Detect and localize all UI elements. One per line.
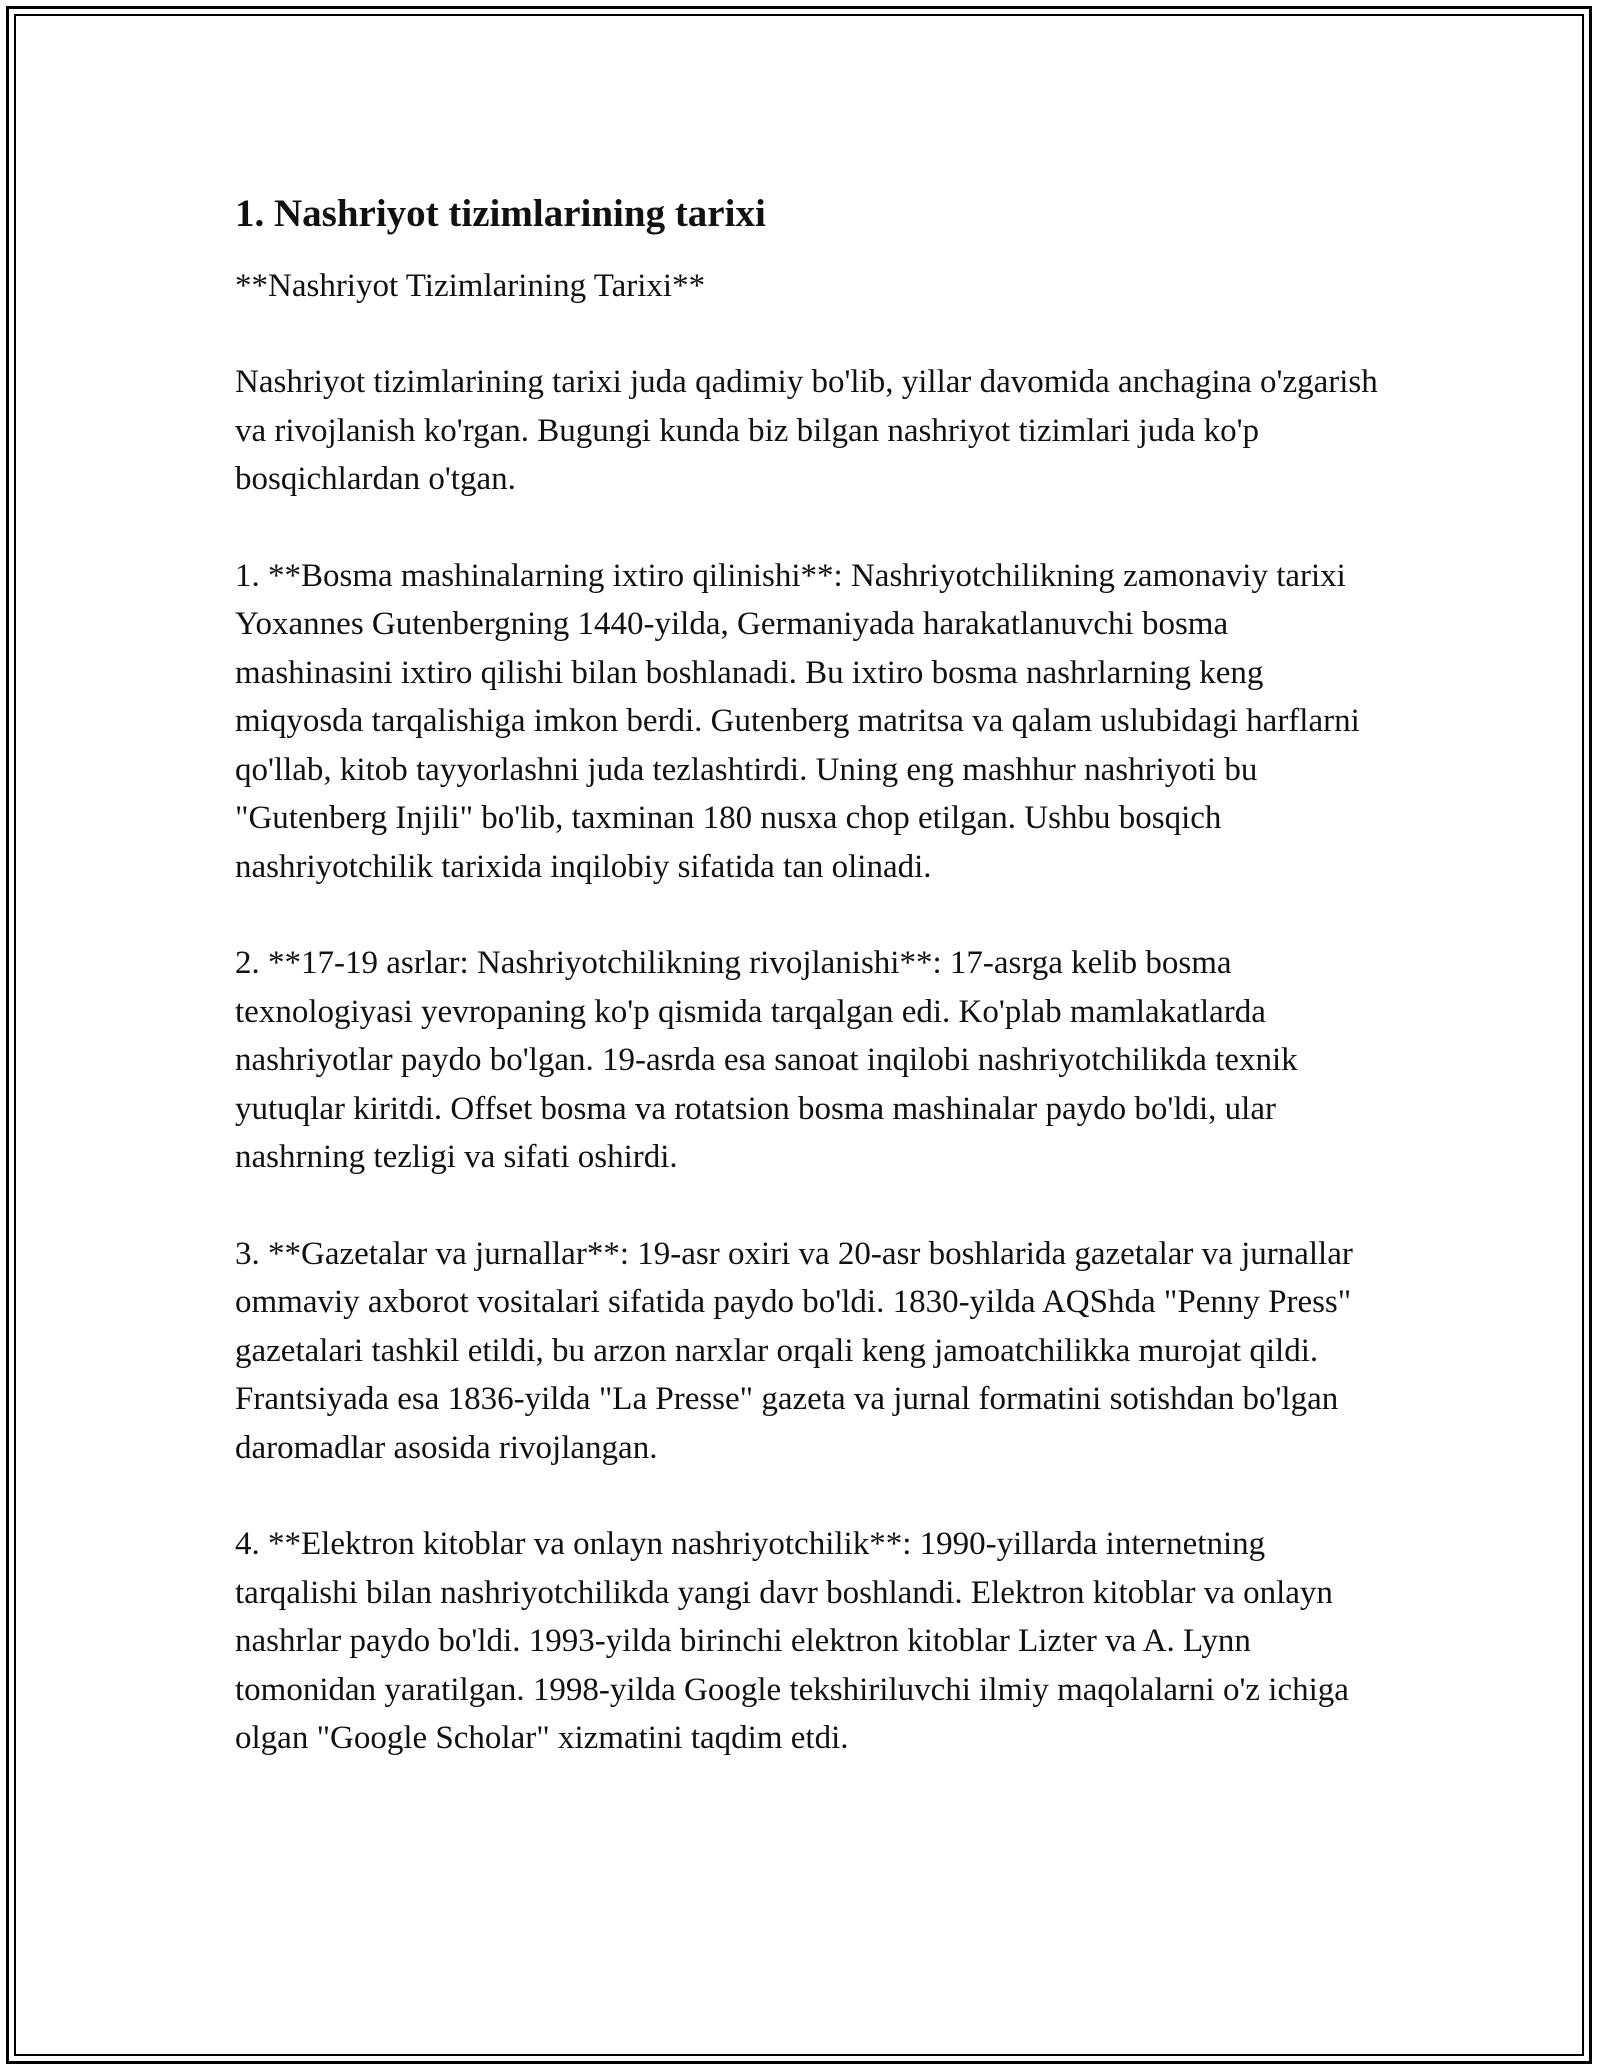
paragraph-printing-press: 1. **Bosma mashinalarning ixtiro qilinishi**: Nashriyotchilikning zamonaviy tarixi Yoxannes Gutenbergning 1440-yilda, Germaniyada harakatlanuvchi bosma mashinasini ixtiro qilishi bilan boshlanadi. Bu ixtiro bosma nashrlarning keng miqyosda tarqalishiga imkon berdi. Gutenberg matritsa va qalam uslubidagi harflarni qo'llab, kitob tayyorlashni juda tezlashtirdi. Uning eng mashhur nashriyoti bu "Gutenberg Injili" bo'lib, taxminan 180 nusxa chop etilgan. Ushbu bosqich nashriyotchilik tarixida inqilobiy sifatida tan olinadi. bbox=[235, 557, 1360, 885]
paragraph-electronic-books: 4. **Elektron kitoblar va onlayn nashriyotchilik**: 1990-yillarda internetning tarqalishi bilan nashriyotchilikda yangi davr boshlandi. Elektron kitoblar va onlayn nashrlar paydo bo'ldi. 1993-yilda birinchi elektron kitoblar Lizter va A. Lynn tomonidan yaratilgan. 1998-yilda Google tekshiriluvchi ilmiy maqolalarni o'z ichiga olgan "Google Scholar" xizmatini taqdim etdi. bbox=[235, 1526, 1349, 1756]
paragraph-newspapers: 3. **Gazetalar va jurnallar**: 19-asr oxiri va 20-asr boshlarida gazetalar va jurnallar ommaviy axborot vositalari sifatida paydo bo'ldi. 1830-yilda AQShda "Penny Press" gazetalari tashkil etildi, bu arzon narxlar orqali keng jamoatchilikka murojat qildi. Frantsiyada esa 1836-yilda "La Presse" gazeta va jurnal formatini sotishdan bo'lgan daromadlar asosida rivojlangan. bbox=[235, 1235, 1353, 1466]
paragraph-17-19-centuries: 2. **17-19 asrlar: Nashriyotchilikning rivojlanishi**: 17-asrga kelib bosma texnologiyasi yevropaning ko'p qismida tarqalgan edi. Ko'plab mamlakatlarda nashriyotlar paydo bo'lgan. 19-asrda esa sanoat inqilobi nashriyotchilikda texnik yutuqlar kiritdi. Offset bosma va rotatsion bosma mashinalar paydo bo'ldi, ular nashrning tezligi va sifati oshirdi. bbox=[235, 945, 1298, 1175]
intro-paragraph: Nashriyot tizimlarining tarixi juda qadimiy bo'lib, yillar davomida anchagina o'zgarish va rivojlanish ko'rgan. Bugungi kunda biz bilgan nashriyot tizimlari juda ko'p bosqichlardan o'tgan. bbox=[235, 364, 1378, 497]
document-title: 1. Nashriyot tizimlarining tarixi bbox=[235, 192, 766, 235]
document-body bbox=[235, 188, 1385, 1763]
document-subtitle: **Nashriyot Tizimlarining Tarixi** bbox=[235, 268, 706, 304]
